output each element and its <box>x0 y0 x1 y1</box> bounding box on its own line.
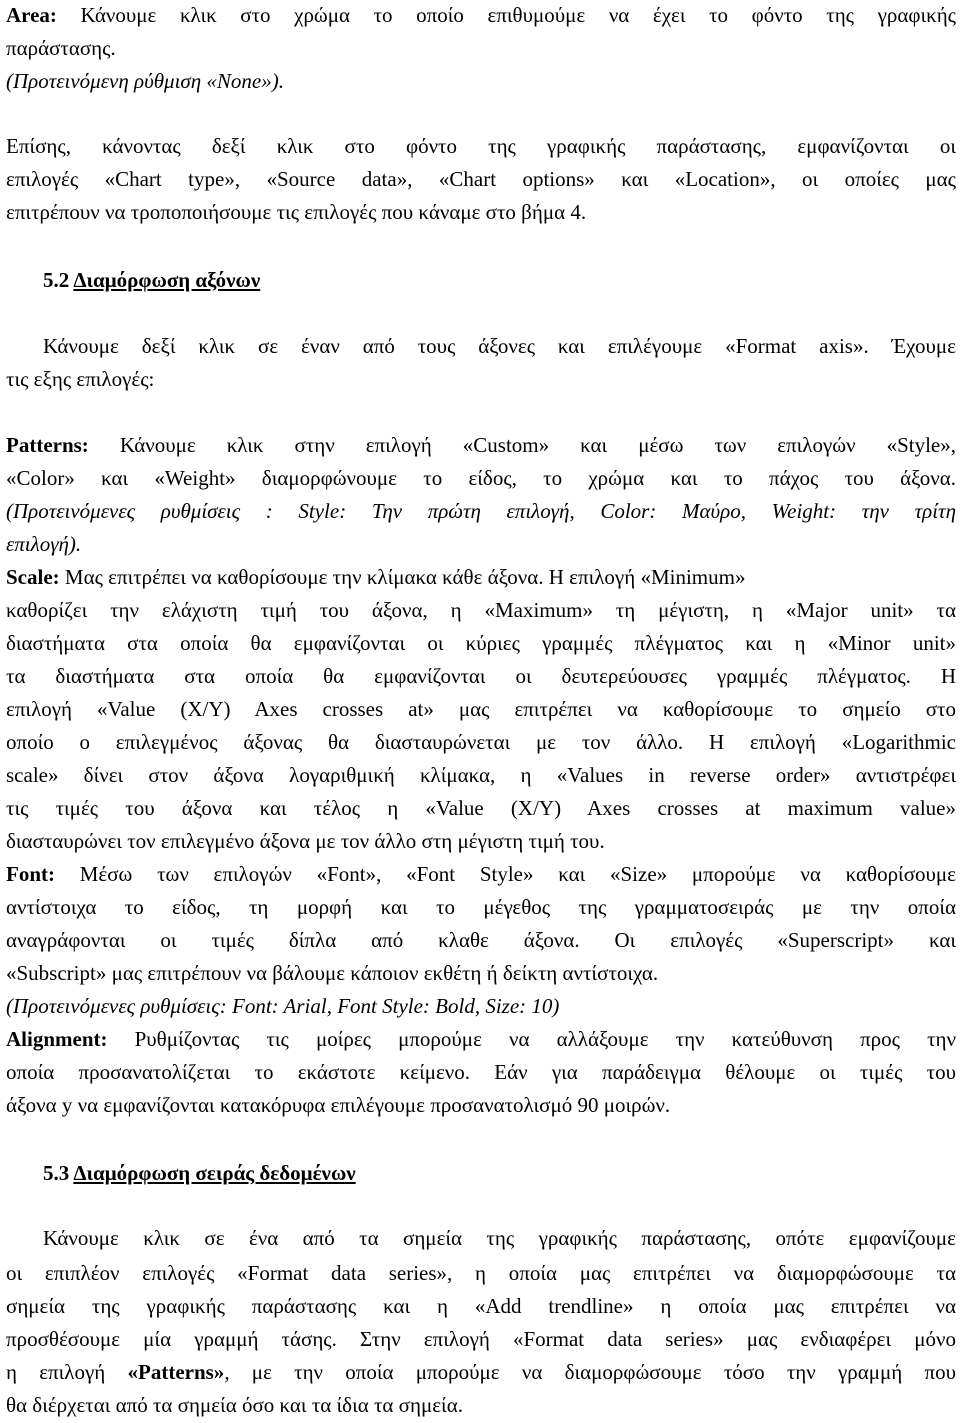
scale-line-6: οποίο ο επιλεγμένος άξονας θα διασταυρώνεται με τον άλλο. Η επιλογή «Logarithmic <box>6 730 956 754</box>
alignment-line-3: άξονα y να εμφανίζονται κατακόρυφα επιλέγουμε προσανατολισμό 90 μοιρών. <box>6 1093 671 1117</box>
alignment-line-1: Alignment: Ρυθμίζοντας τις μοίρες μπορούμε να αλλάξουμε την κατεύθυνση προς την <box>6 1027 956 1051</box>
patterns-label: Patterns: <box>6 433 89 457</box>
scale-line-3: διαστήματα στα οποία θα εμφανίζονται οι κύριες γραμμές πλέγματος και η «Minor unit» <box>6 631 956 655</box>
scale-line-8: τις τιμές του άξονα και τέλος η «Value (X/Y) Axes crosses at maximum value» <box>6 796 956 820</box>
section-heading-5-3: 5.3 Διαμόρφωση σειράς δεδομένων <box>43 1161 356 1185</box>
section-heading-5-2: 5.2 Διαμόρφωση αξόνων <box>43 268 261 292</box>
rightclick-line-2: επιλογές «Chart type», «Source data», «Chart options» και «Location», οι οποίες μας <box>6 167 956 191</box>
scale-line-2: καθορίζει την ελάχιστη τιμή του άξονα, η «Maximum» τη μέγιστη, η «Major unit» τα <box>6 598 956 622</box>
scale-line-7: scale» δίνει στον άξονα λογαριθμική κλίμακα, η «Values in reverse order» αντιστρέφει <box>6 763 956 787</box>
font-line-1: Font: Μέσω των επιλογών «Font», «Font Style» και «Size» μπορούμε να καθορίσουμε <box>6 862 956 886</box>
sec53-line-2: οι επιπλέον επιλογές «Format data series», η οποία μας επιτρέπει να διαμορφώσουμε τα <box>6 1261 956 1285</box>
font-line-4: «Subscript» μας επιτρέπουν να βάλουμε κάποιον εκθέτη ή δείκτη αντίστοιχα. <box>6 961 659 985</box>
scale-line-4: τα διαστήματα στα οποία θα εμφανίζονται οι δευτερεύουσες γραμμές πλέγματος. Η <box>6 664 956 688</box>
patterns-line-1: Patterns: Κάνουμε κλικ στην επιλογή «Custom» και μέσω των επιλογών «Style», <box>6 433 957 457</box>
font-line-2: αντίστοιχα το είδος, τη μορφή και το μέγεθος της γραμματοσειράς με την οποία <box>6 895 956 919</box>
patterns-line-3: (Προτεινόμενες ρυθμίσεις : Style: Την πρώτη επιλογή, Color: Μαύρο, Weight: την τρίτη <box>6 499 956 523</box>
area-line-1: Area: Κάνουμε κλικ στο χρώμα το οποίο επιθυμούμε να έχει το φόντο της γραφικής <box>6 3 956 27</box>
scale-line-9: διασταυρώνει τον επιλεγμένο άξονα με τον άλλο στη μέγιστη τιμή του. <box>6 829 605 853</box>
sec53-line-4: προσθέσουμε μία γραμμή τάσης. Στην επιλογή «Format data series» μας ενδιαφέρει μόνο <box>6 1327 956 1351</box>
font-label: Font: <box>6 862 55 886</box>
font-recommended: (Προτεινόμενες ρυθμίσεις: Font: Arial, Font Style: Bold, Size: 10) <box>6 994 560 1018</box>
scale-label: Scale: <box>6 565 60 589</box>
sec52-line-2: τις εξης επιλογές: <box>6 367 155 391</box>
rightclick-line-3: επιτρέπουν να τροποποιήσουμε τις επιλογές που κάναμε στο βήμα 4. <box>6 200 587 224</box>
scale-line-5: επιλογή «Value (X/Y) Axes crosses at» μας επιτρέπει να καθορίσουμε το σημείο στο <box>6 697 956 721</box>
rightclick-line-1: Επίσης, κάνοντας δεξί κλικ στο φόντο της γραφικής παράστασης, εμφανίζονται οι <box>6 134 956 158</box>
sec53-line-1: Κάνουμε κλικ σε ένα από τα σημεία της γραφικής παράστασης, οπότε εμφανίζουμε <box>43 1226 956 1250</box>
area-label: Area: <box>6 3 57 27</box>
alignment-label: Alignment: <box>6 1027 108 1051</box>
sec52-line-1: Κάνουμε δεξί κλικ σε έναν από τους άξονες και επιλέγουμε «Format axis». Έχουμε <box>43 334 956 358</box>
sec53-line-6: θα διέρχεται από τα σημεία όσο και τα ίδια τα σημεία. <box>6 1393 463 1417</box>
patterns-line-4: επιλογή). <box>6 532 82 556</box>
alignment-line-2: οποία προσανατολίζεται το εκάστοτε κείμενο. Εάν για παράδειγμα θέλουμε οι τιμές του <box>6 1060 956 1084</box>
area-line-2: παράστασης. <box>6 36 116 60</box>
sec53-line-5: η επιλογή «Patterns», με την οποία μπορούμε να διαμορφώσουμε τόσο την γραμμή που <box>6 1360 957 1384</box>
scale-line-1: Scale: Μας επιτρέπει να καθορίσουμε την κλίμακα κάθε άξονα. Η επιλογή «Minimum» <box>6 565 746 589</box>
area-recommended: (Προτεινόμενη ρύθμιση «None»). <box>6 69 284 93</box>
font-line-3: αναγράφονται οι τιμές δίπλα από κλαθε άξονα. Οι επιλογές «Superscript» και <box>6 928 956 952</box>
sec53-line-3: σημεία της γραφικής παράστασης και η «Add trendline» η οποία μας επιτρέπει να <box>6 1294 956 1318</box>
patterns-line-2: «Color» και «Weight» διαμορφώνουμε το είδος, το χρώμα και το πάχος του άξονα. <box>6 466 956 490</box>
